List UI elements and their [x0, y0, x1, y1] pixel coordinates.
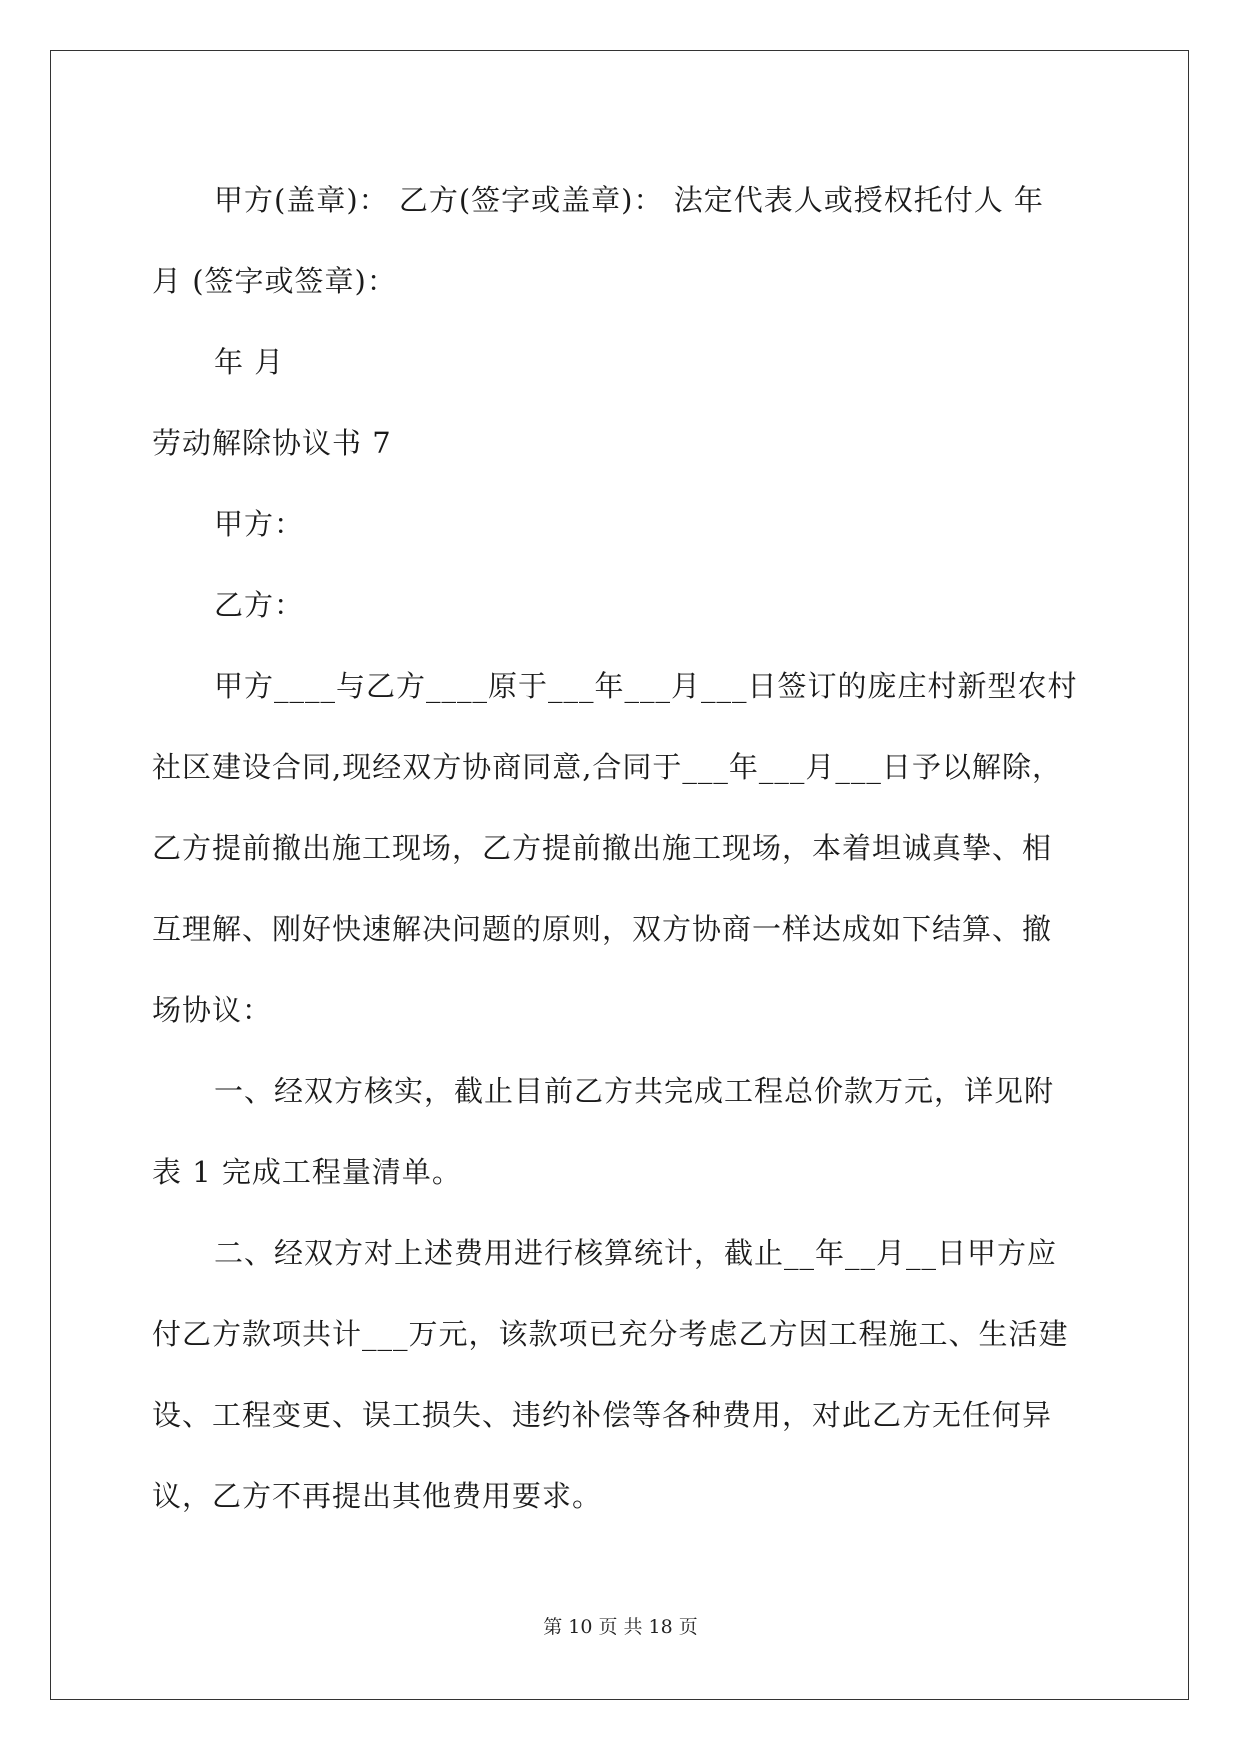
document-body — [152, 160, 1090, 1537]
section-title: 劳动解除协议书 7 — [152, 426, 392, 460]
clause-1-line: 表 1 完成工程量清单。 — [152, 1155, 462, 1189]
paragraph-line: 场协议： — [152, 993, 273, 1027]
paragraph-line: 甲方____与乙方____原于___年___月___日签订的庞庄村新型农村 — [214, 669, 1078, 703]
signature-line-1: 甲方(盖章)： 乙方(签字或盖章)： 法定代表人或授权托付人 年 — [214, 183, 1044, 217]
clause-2-line: 设、工程变更、误工损失、违约补偿等各种费用，对此乙方无任何异 — [152, 1398, 1053, 1432]
paragraph-line: 互理解、刚好快速解决问题的原则，双方协商一样达成如下结算、撤 — [152, 912, 1053, 946]
signature-line-2: 月 (签字或签章)： — [152, 264, 397, 298]
party-a-line: 甲方： — [214, 507, 305, 541]
date-line: 年 月 — [214, 345, 285, 379]
clause-2-line: 议，乙方不再提出其他费用要求。 — [152, 1479, 603, 1513]
party-b-line: 乙方： — [214, 588, 305, 622]
paragraph-line: 乙方提前撤出施工现场，乙方提前撤出施工现场，本着坦诚真挚、相 — [152, 831, 1053, 865]
page-number-footer: 第 10 页 共 18 页 — [543, 1616, 698, 1638]
clause-1-line: 一、经双方核实，截止目前乙方共完成工程总价款万元，详见附 — [214, 1074, 1055, 1108]
clause-2-line: 付乙方款项共计___万元，该款项已充分考虑乙方因工程施工、生活建 — [152, 1317, 1069, 1351]
paragraph-line: 社区建设合同,现经双方协商同意,合同于___年___月___日予以解除， — [152, 750, 1062, 784]
clause-2-line: 二、经双方对上述费用进行核算统计，截止__年__月__日甲方应 — [214, 1236, 1058, 1270]
